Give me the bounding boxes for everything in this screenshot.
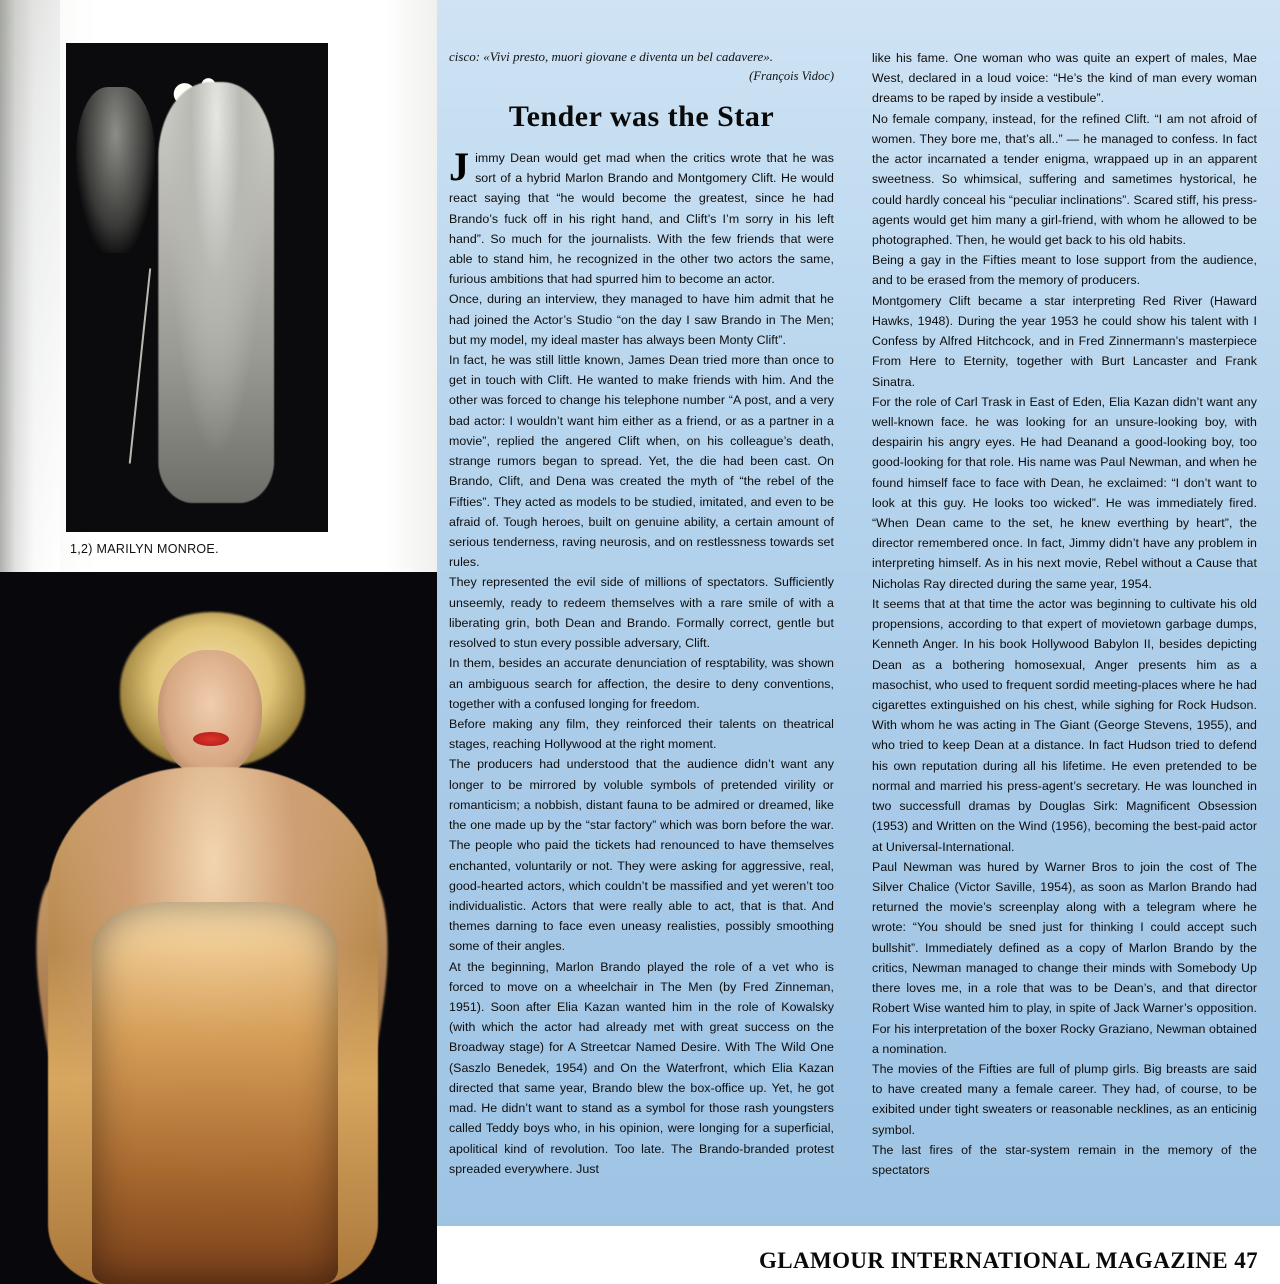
intro-attribution: (François Vidoc) bbox=[749, 68, 834, 83]
article-paragraph: The last fires of the star-system remain in the memory of the spectators bbox=[872, 1142, 1257, 1178]
page-title: Tender was the Star bbox=[508, 99, 775, 133]
article-paragraph: They represented the evil side of millions of spectators. Sufficiently unseemly, ready to redeem themselves with a rare smile of with a liberating grin, both Dean and Brando. Formally correct, gentle but resolved to stun every possible adversary, Clift. bbox=[449, 575, 834, 651]
article-paragraph: Being a gay in the Fifties meant to lose support from the audience, and to be erased from the memory of producers. bbox=[872, 253, 1257, 288]
marilyn-monroe-black-white-photo bbox=[66, 43, 328, 532]
footer-bar bbox=[437, 1226, 1280, 1284]
article-paragraph: In them, besides an accurate denunciation of resptability, was shown an ambiguous search for affection, the desire to deny conventions, together with a confused longing for freedom. bbox=[449, 656, 834, 711]
column-left bbox=[449, 48, 834, 1180]
article-paragraph: No female company, instead, for the refined Clift. “I am not afroid of women. They bore me, that’s all..” — he managed to confess. In fact the actor incarnated a tender enigma, wrappaed up in an apparent sweetness. So whimsical, suffering and sametimes hystorical, he could hardly conceal his “peculiar inclinations”. Scared stiff, his press-agents would get him many a girl-friend, with whom he allowed to be photographed. Then, he would get back to his old habits. bbox=[872, 111, 1258, 247]
intro-quote: cisco: «Vivi presto, muori giovane e diventa un bel cadavere». bbox=[449, 49, 774, 64]
photo-background-man bbox=[76, 87, 155, 253]
photo-caption: 1,2) MARILYN MONROE. bbox=[70, 542, 219, 556]
article-paragraph: Montgomery Clift became a star interpreting Red River (Haward Hawks, 1948). During the year 1953 he could show his talent with I Confess by Alfred Hitchcock, and in Fred Zinnermann’s masterpiece From Here to Eternity, together with Burt Lancaster and Frank Sinatra. bbox=[872, 293, 1257, 389]
article-paragraph: Once, during an interview, they managed to have him admit that he had joined the Actor’s Studio “on the day I saw Brando in The Men; but my model, my ideal master has always been Monty Clift”. bbox=[449, 292, 834, 347]
article-paragraph: like his fame. One woman who was quite an expert of males, Mae West, declared in a loud voice: “He’s the kind of man every woman dreams to be raped by inside a vestibule”. bbox=[872, 51, 1257, 106]
portrait-dress bbox=[92, 902, 338, 1284]
right-page bbox=[437, 0, 1280, 1284]
article-paragraph: It seems that at that time the actor was beginning to cultivate his old propensions, according to that expert of movietown garbage dumps, Kenneth Anger. In his book Hollywood Babylon II, besides depicting Dean as a bothering homosexual, Anger presents him as a masochist, who used to frequent sordid meeting-places where he had cigarettes extinguished on his chest, while sighing for Rock Hudson. With whom he was acting in The Giant (George Stevens, 1955), and who tried to keep Dean at a distance. In fact Hudson tried to defend his own reputation during all his lifetime. He even pretended to be normal and married his press-agent’s secretary. He was lounched in two successfull dramas by Douglas Sirk: Magnificent Obsession (1953) and Written on the Wind (1956), becoming the best-paid actor at Universal-International. bbox=[872, 596, 1257, 854]
left-page bbox=[0, 0, 437, 1284]
column-right bbox=[872, 48, 1257, 1180]
photo-cane bbox=[129, 268, 151, 463]
portrait-lips bbox=[193, 732, 229, 746]
article-paragraph: Jimmy Dean would get mad when the critics wrote that he was sort of a hybrid Marlon Brando and Montgomery Clift. He would react saying that “he would become the greatest, since he had Brando’s fuck off in his right hand, and Clift’s I’m sorry in his left hand”. So much for the journalists. With the few friends that were able to stand him, he recognized in the other two actors the same, furious ambitions that had spurred him to become an actor. bbox=[449, 143, 834, 287]
marilyn-monroe-color-portrait bbox=[0, 572, 437, 1284]
portrait-face bbox=[158, 650, 262, 778]
magazine-footer-title: GLAMOUR INTERNATIONAL MAGAZINE 47 bbox=[758, 1248, 1258, 1273]
article-paragraph: Paul Newman was hured by Warner Bros to join the cost of The Silver Chalice (Victor Saville, 1954), as soon as Marlon Brando had returned the movie’s screenplay along with a telegram where he wrote: “You should be sned just for thinking I could accept such bullshit”. Immediately defined as a copy of Marlon Brando by the critics, Newman managed to change their minds with Somebody Up there loves me, in a role that was to be Dean’s, and that director Robert Wise wanted him to play, in spite of Jack Warner’s opposition. For his interpretation of the boxer Rocky Graziano, Newman obtained a nomination. bbox=[872, 859, 1257, 1056]
article-paragraph: The producers had understood that the audience didn’t want any longer to be mirrored by voluble symbols of pretended virility or romanticism; a nobbish, distant fauna to be admired or dreamed, like the one made up by the “star factory” which was born before the war. The people who paid the tickets had renounced to have themselves enchanted, voluntarily or not. They were asking for aggressive, real, good-hearted actors, which couldn’t be massified and yet weren’t too individualistic. Actors that were really able to act, that is that. And themes darning to face even uneasy realisties, possibly smoothing some of their angles. bbox=[449, 757, 834, 954]
article-columns bbox=[449, 48, 1257, 1180]
article-paragraph: For the role of Carl Trask in East of Eden, Elia Kazan didn’t want any well-known face. he was looking for an unsure-looking boy, with despairin his angry eyes. He had Deanand a good-looking boy, too good-looking for that role. His name was Paul Newman, and when he found himself face to face with Dean, he exclaimed: “I don’t want to look at this guy. He looks too wicked”. He was immediately fired. “When Dean came to the set, he knew everthing by heart”, the director remembered once. In fact, Jimmy didn’t have any problem in interpreting himself. As in his next movie, Rebel without a Cause that Nicholas Ray directed during the same year, 1954. bbox=[872, 394, 1257, 591]
article-paragraph: The movies of the Fifties are full of plump girls. Big breasts are said to have created many a female career. They had, of course, to be exibited under tight sweaters or reasonable necklines, as an enticinig symbol. bbox=[872, 1061, 1257, 1137]
article-paragraph: At the beginning, Marlon Brando played the role of a vet who is forced to move on a wheelchair in The Men (by Fred Zinneman, 1951). Soon after Elia Kazan wanted him in the role of Kowalsky (with which the actor had already met with great success on the Broadway stage) for A Streetcar Named Desire. With The Wild One (Saszlo Benedek, 1954) and On the Waterfront, which Elia Kazan directed that same year, Brando blew the box-office up. Yet, he got mad. He didn’t want to stand as a symbol for those rash youngsters called Teddy boys who, in his opinion, were longing for a superficial, apolitical kind of revolution. Too late. The Brando-branded protest spreaded everywhere. Just bbox=[449, 959, 834, 1176]
photo-figure bbox=[158, 82, 273, 503]
article-paragraph: In fact, he was still little known, James Dean tried more than once to get in touch with Clift. He wanted to make friends with him. And the other was forced to change his telephone number “A post, and a very bad actor: I wouldn’t want him either as a friend, or as a partner in a movie”, replied the angered Clift when, on his colleague’s death, strange rumors began to spread. Yet, the die had been cast. On Brando, Clift, and Dena was created the myth of “the rebel of the Fifties”. They acted as models to be studied, imitated, and even to be afraid of. Tough heroes, built on genuine ability, a certain amount of serious tenderness, raving neurosis, and on restlessness towards set rules. bbox=[449, 353, 834, 570]
article-paragraph: Before making any film, they reinforced their talents on theatrical stages, reaching Hollywood at the right moment. bbox=[449, 716, 834, 752]
